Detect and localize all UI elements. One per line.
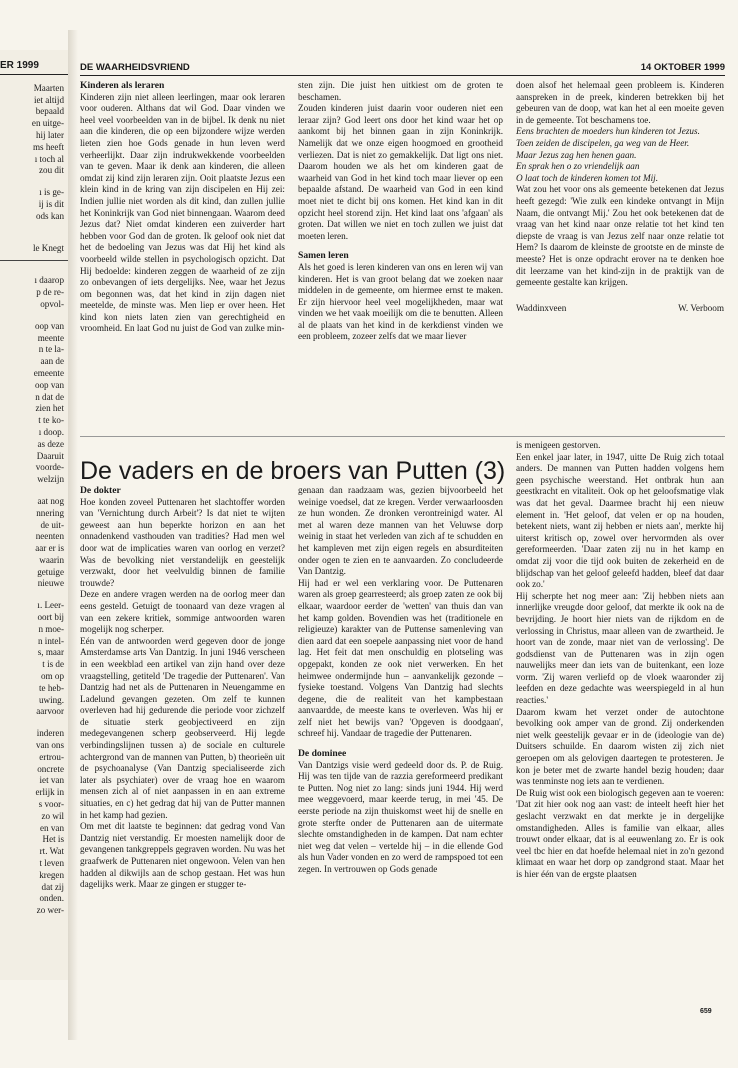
previous-page-lines-e: [0, 496, 68, 590]
poem-line: Eens brachten de moeders hun kinderen tot Jezus.: [516, 126, 700, 137]
previous-page-line: ı is ge-: [39, 187, 64, 198]
previous-page-line: zien het: [35, 403, 64, 414]
previous-page-line: ods kan: [35, 210, 64, 221]
previous-page-line: dat zij: [41, 881, 64, 892]
previous-page-line: oop van: [34, 320, 64, 331]
heading-de-dokter: De dokter: [80, 485, 121, 496]
previous-page-line: s, maar: [37, 647, 64, 658]
previous-page-lines-c: [0, 275, 68, 310]
previous-page-line: ertrou-: [39, 751, 64, 762]
page-number: 659: [700, 1008, 712, 1015]
article2-col3-text-c: Hij scherpte het nog meer aan: 'Zij hebben niets aan innerlijke vreugde door geloof, dat merkte ik ook na de bevrijding. Je hoort hier niets van de rijkdom en de verlossing in Christus, maar alleen van de zwartheid. Je hoort van de zonde, maar niet van de verlossing'. De godsdienst van de Puttenaren was in zijn ogen nauwelijks meer dan iets van de buitenkant, een loze vorm. 'Zij waren verliefd op de vloek waaronder zij leefden en deze gedachte was weerspiegeld in al hun reacties.': [516, 590, 724, 706]
previous-page-lines-f: [0, 600, 68, 718]
previous-page-line: aarvoor: [36, 706, 64, 717]
poem-line: O laat toch de kinderen komen tot Mij.: [516, 172, 659, 183]
previous-page-line: ı doop.: [38, 426, 64, 437]
previous-page-author: le Knegt: [32, 242, 64, 253]
previous-page-line: ı toch al: [34, 153, 64, 164]
issue-date: 14 OKTOBER 1999: [640, 62, 725, 73]
previous-page-lines-g: [0, 728, 68, 917]
article1-col3-text-a: doen alsof het helemaal geen probleem is. Kinderen aanspreken in de preek, kinderen betrekken bij het gebeuren van de doop, wat kan het al een moeite geven in de gemeente. Tot beschamens toe.: [516, 80, 724, 125]
previous-page-line: zo wil: [41, 810, 64, 821]
previous-page-line: van ons: [35, 740, 64, 751]
article2-column-2: [298, 485, 503, 876]
previous-page-line: welzijn: [37, 474, 64, 485]
previous-page-line: uwing.: [38, 694, 64, 705]
article1-col1-text: Kinderen zijn niet alleen leerlingen, maar ook leraren voor ouderen. Althans dat wil God. Daar vinden we heel veel voorbeelden van in de bijbel. Ik denk nu niet aan die kinderen, die op een bijzondere wijze werden lieten zien hoe Gods genade in hun leven werd verheerlijkt. Daar zijn indrukwekkende voorbeelden van te geven. Maar ik denk aan kinderen, die alleen omdat zij kind zijn leraren zijn. Ooit plaatste Jezus een klein kind in de kring van zijn discipelen en Hij zei: Indien jullie niet worden als dit kind, dan zullen jullie het Koninkrijk van God niet binnengaan. Waarom deed Jezus dat? Niet omdat kinderen een zuiverder hart hebben voor God dan de groten. Ik geloof ook niet dat het de bedoeling van Jezus was dat Hij het kind als voorbeeld wilde stellen in psychologisch opzicht. Dat Hij bedoelde: kinderen zeggen de waarheid of ze zijn zo onbevangen of iets dergelijks. Nee, waar het Jezus om begonnen was, dat het kind in zijn dagen niet meetelde, de minste was. Men liep er over heen. Het kind kon niets laten zien van gerechtigheid en vroomheid. En laat God nu juist de God van zulke min-: [80, 91, 285, 334]
article2-col3-text-a: is menigeen gestorven.: [516, 440, 601, 450]
previous-page-lines-a: [0, 83, 68, 177]
poem: [516, 126, 724, 184]
previous-page-line: s voor-: [38, 799, 64, 810]
article1-col2-text-b: Zouden kinderen juist daarin voor ouderen niet een leraar zijn? God leert ons door het kind waar het op aankomt bij het binnen gaan in zijn Koninkrijk. Namelijk dat we onze eigen hoogmoed en grootheid verliezen. Dat is niet zo gemakkelijk. Dat ligt ons niet. Daarom houden we als het om kinderen gaat de waarheid van God in het kind toch maar liever op een bepaalde afstand. De waarheid van God in een kind moet niet te dicht bij ons komen. Het kind kan in dit opzicht heel storend zijn. Het kind laat ons 'afgaan' als groten. Dat willen we niet en toch zullen we juist dat moeten leren.: [298, 103, 503, 241]
previous-page-line: n te la-: [38, 344, 64, 355]
heading-samen-leren: Samen leren: [298, 250, 349, 262]
article2-col1-text-b: Deze en andere vragen werden na de oorlog meer dan eens gesteld. Getuigt de toonaard van deze vragen al van een zekere kritiek, sommige antwoorden waren mogelijk nog scherper.: [80, 589, 285, 635]
previous-page-line: as deze: [37, 438, 64, 449]
article2-col3-text-d: Daarom kwam het verzet onder de autochtone bevolking ook amper van de grond. Zij onderkenden niet welk geestelijk gevaar er in de (ideologie van de) Duitsers schuilde. En daarom wisten zij zich niet geroepen om als gelovigen daartegen te protesteren. Je kon je beter met de zwarte handel bezig houden; daar was tenminste nog iets aan te verdienen.: [516, 706, 724, 787]
article2-col1-text-a: Hoe konden zoveel Puttenaren het slachtoffer worden van 'Vernichtung durch Arbeit'? Is dat niet te wijten geweest aan hun beperkte horizon en aan het onnadenkend vasthouden van tradities? Had men wel door wat de implicaties waren van oorlog en verzet? Was de bevolking niet verstandelijk en geestelijk verzwakt, door het veelvuldig binnen de familie trouwde?: [80, 496, 285, 588]
previous-page-line: iet van: [39, 775, 64, 786]
article2-col2-text-c: Van Dantzigs visie werd gedeeld door ds. P. de Ruig. Hij was ten tijde van de razzia gereformeerd predikant te Putten. Nog niet zo lang: sinds juni 1944. Hij werd mee weggevoerd, maar keerde terug, in mei '45. De eerste periode na zijn thuiskomst weet hij de snelle en grote sterfte onder de Puttenaren aan de uitermate slechte omstandigheden in de kampen. Dat nam echter niet weg dat velen – vertelde hij – in die ellende God als hun Vader vonden en zo werd de rampspoed tot een zegen. In vertrouwen op Gods genade: [298, 759, 503, 874]
article2-col2-text-a: genaan dan raadzaam was, gezien bijvoorbeeld het weinige voedsel, dat ze kregen. Verder verwaarloosden ze hun wonden. Ze dronken verontreinigd water. Al met al waren deze mannen van het Veluwse dorp weinig in staat het verleden van zich af te schudden en het kampleven met zijn eigen regels en absurditeiten onder ogen te zien en te aanvaarden. Zo concludeerde Van Dantzig.: [298, 485, 503, 577]
article2-title: De vaders en de broers van Putten (3): [80, 457, 506, 485]
previous-page-line: getuige: [37, 566, 64, 577]
poem-line: Maar Jezus zag hen henen gaan.: [516, 149, 637, 160]
article2-column-3: [516, 440, 724, 881]
previous-page-line: Maarten: [33, 82, 64, 93]
previous-page-header: ER 1999: [0, 50, 68, 75]
previous-page-line: n dat de: [35, 391, 64, 402]
article-divider: [80, 436, 725, 437]
article2-col1-text-c: Eén van de antwoorden werd gegeven door de jonge Amsterdamse arts Van Dantzig. In juni 1946 verscheen in een weekblad een artikel van zijn hand over deze vraagstelling, getiteld 'De tragedie der Puttenaren'. Van Dantzig had net als de Puttenaren in Neuengamme en Ladelund gevangen gezeten. Om zelf te kunnen overleven had hij gedurende die periode voor zichzelf de situatie sterk geobjectiveerd en zijn medegevangenen scherp geobserveerd. Hij legde verbindingslijnen tussen a) de sociale en culturele achtergrond van de mannen van Putten, b) theorieën uit de psychoanalyse (Van Dantzig specialiseerde zich later als psychiater) over de vraag hoe en waarom mensen zich al of niet aanpassen in en aan extreme situaties, en c) het gedrag dat hij van de Putter mannen in het kamp had gezien.: [80, 635, 285, 820]
article1-column-2: [298, 80, 503, 343]
previous-page-line: waarin: [39, 554, 64, 565]
page-gutter: [68, 30, 78, 1040]
previous-page-line: kregen: [39, 869, 64, 880]
previous-page-line: om op: [41, 671, 64, 682]
previous-page-line: inderen: [36, 728, 64, 739]
previous-page-line: ı daarop: [34, 275, 64, 286]
article2-col3-text-e: De Ruig wist ook een biologisch gegeven aan te voeren: 'Dat zit hier ook nog aan vast: de inteelt heeft hier het geslacht verzwakt en dat merkte je in dergelijke omstandigheden. Alles is familie van elkaar, alles trouwt onder elkaar, dat is al eeuwenlang zo. Er is ook veel tbc hier en dat hoefde helemaal niet in zo'n gezond klimaat en waar het dorp op zandgrond staat. Maar het is hier één van de ergste plaatsen: [516, 787, 724, 879]
previous-page-line: rt. Wat: [39, 846, 64, 857]
heading-de-dominee: De dominee: [298, 748, 347, 760]
previous-page-line: te heb-: [39, 682, 64, 693]
article1-column-1: [80, 80, 285, 335]
signature-author: W. Verboom: [678, 302, 724, 313]
previous-page-line: ı. Leer-: [37, 600, 64, 611]
previous-page-lines-d: [0, 321, 68, 486]
previous-page-line: aar er is: [35, 543, 64, 554]
previous-page-line: ij is dit: [38, 198, 64, 209]
previous-page-line: aat nog: [37, 495, 64, 506]
article2-col2-text-b: Hij had er wel een verklaring voor. De Puttenaren waren als groep gearresteerd; als groep zaten ze ook bij elkaar, waardoor eerder de 'wetten' van thuis dan van het kamp golden. Bovendien was het (traditionele en religieuze) karakter van de Puttense samenleving van dien aard dat een soepele aanpassing niet voor de hand lag. Het feit dat men onschuldig en plotseling was opgepakt, konden ze ook niet verwerken. En het heimwee ondermijnde hun – aanvankelijk gezonde – fysieke toestand. Volgens Van Dantzig had slechts degene, die de realiteit van het kampbestaan aanvaardde, de meeste kans te overleven. Was hij er zelf niet het bewijs van? 'Opgeven is doodgaan', schreef hij. Vandaar de tragedie der Puttenaren.: [298, 577, 503, 739]
previous-page-line: en van: [40, 822, 64, 833]
previous-page-line: t leven: [39, 858, 64, 869]
magazine-name: DE WAARHEIDSVRIEND: [80, 62, 190, 73]
previous-page-line: t te ko-: [38, 415, 64, 426]
previous-page-line: en uitge-: [31, 118, 64, 129]
previous-page-line: Daaruit: [36, 450, 64, 461]
previous-page-line: ms heeft: [32, 141, 64, 152]
previous-page-line: p de re-: [36, 287, 64, 298]
previous-page-strip: [0, 50, 68, 980]
signature-place: Waddinxveen: [516, 302, 567, 313]
previous-page-line: erlijk in: [35, 787, 64, 798]
previous-page-line: hij later: [35, 129, 64, 140]
previous-page-line: Het is: [42, 834, 64, 845]
previous-page-line: aan de: [40, 356, 64, 367]
poem-line: Toen zeiden de discipelen, ga weg van de Heer.: [516, 137, 690, 148]
signature-line: [516, 303, 724, 315]
previous-page-line: oop van: [34, 379, 64, 390]
previous-page-line: n moe-: [38, 623, 64, 634]
previous-page-line: opvol-: [40, 298, 64, 309]
previous-page-line: de uit-: [40, 519, 64, 530]
previous-page-line: iet altijd: [33, 94, 64, 105]
article2-col1-text-d: Om met dit laatste te beginnen: dat gedrag vond Van Dantzig niet verstandig. Er moesten namelijk door de gevangenen tankgreppels gegraven worden. Nu was het graafwerk de Puttenaren niet ongewoon. Velen van hen hadden al dikwijls aan de schop gestaan. Het was hun dagelijks werk. Maar ze gingen er stugger te-: [80, 821, 285, 890]
running-head: [80, 62, 725, 76]
article2-col3-text-b: Een enkel jaar later, in 1947, uitte De Ruig zich totaal anders. De mannen van Putten hadden volgens hem geen psychische weerstand. Het ontbrak hun aan geestkracht en vitaliteit. Ook op het geloofsmatige vlak was dat het geval. Daarmee bracht hij een nieuw element in. 'Het geloof, dat velen er op na houden, betekent niets, want zij hebben er niets aan', merkte hij uiterst kritisch op, zowel over hervormden als over gereformeerden. 'Daar zaten zij nu in het kamp en omdat zij voor die tijd ook buiten de zekerheid en de blijdschap van het geloof geleefd hadden, bleef dat daar ook zo.': [516, 451, 724, 590]
article1-col3-text-b: Wat zou het voor ons als gemeente betekenen dat Jezus heeft gezegd: 'Wie zulk een kindeke ontvangt in Mijn Naam, die ontvangt Mij.' Zou het ook betekenen dat de vraag van het kind naar onze relatie tot het kind ten diepste de vraag is van Jezus zelf naar onze relatie tot Hem? Is daarom de kleinste de grootste en de minste de meeste? Het is onze opdracht erover na te denken hoe dit leerzame van het kind-zijn in de praktijk van de gemeente gestalte kan krijgen.: [516, 184, 724, 288]
previous-page-line: oort bij: [37, 612, 64, 623]
article2-column-1: [80, 485, 285, 891]
previous-page-line: onden.: [39, 893, 64, 904]
previous-page-line: emeente: [33, 367, 64, 378]
previous-page-line: nnering: [36, 507, 64, 518]
heading-kinderen-als-leraren: Kinderen als leraren: [80, 80, 165, 91]
article1-col2-text-a: sten zijn. Die juist hen uitkiest om de groten te beschamen.: [298, 80, 503, 102]
previous-page-line: oncrete: [37, 763, 64, 774]
previous-page-lines-b: [0, 187, 68, 222]
previous-page-line: zou dit: [38, 165, 64, 176]
previous-page-line: zo wer-: [36, 905, 64, 916]
previous-page-line: bepaald: [35, 106, 64, 117]
poem-line: En sprak hen o zo vriendelijk aan: [516, 161, 640, 172]
previous-page-line: voorde-: [35, 462, 64, 473]
previous-page-line: nieuwe: [37, 578, 64, 589]
previous-page-line: meente: [37, 332, 64, 343]
previous-page-line: neenten: [35, 531, 64, 542]
article1-column-3: [516, 80, 724, 314]
previous-page-line: t is de: [42, 659, 64, 670]
article1-col2-text-c: Als het goed is leren kinderen van ons en leren wij van kinderen. Het is van groot belang dat we zoeken naar middelen in de gemeente, om hiermee ernst te maken. Er zijn hiervoor heel veel mogelijkheden, maar wat vinden we het vaak moeilijk om die te benutten. Alleen al de plaats van het kind in de kerkdienst vinden we een probleem, zozeer zelfs dat we maar liever: [298, 261, 503, 342]
previous-page-line: n intel-: [37, 635, 64, 646]
